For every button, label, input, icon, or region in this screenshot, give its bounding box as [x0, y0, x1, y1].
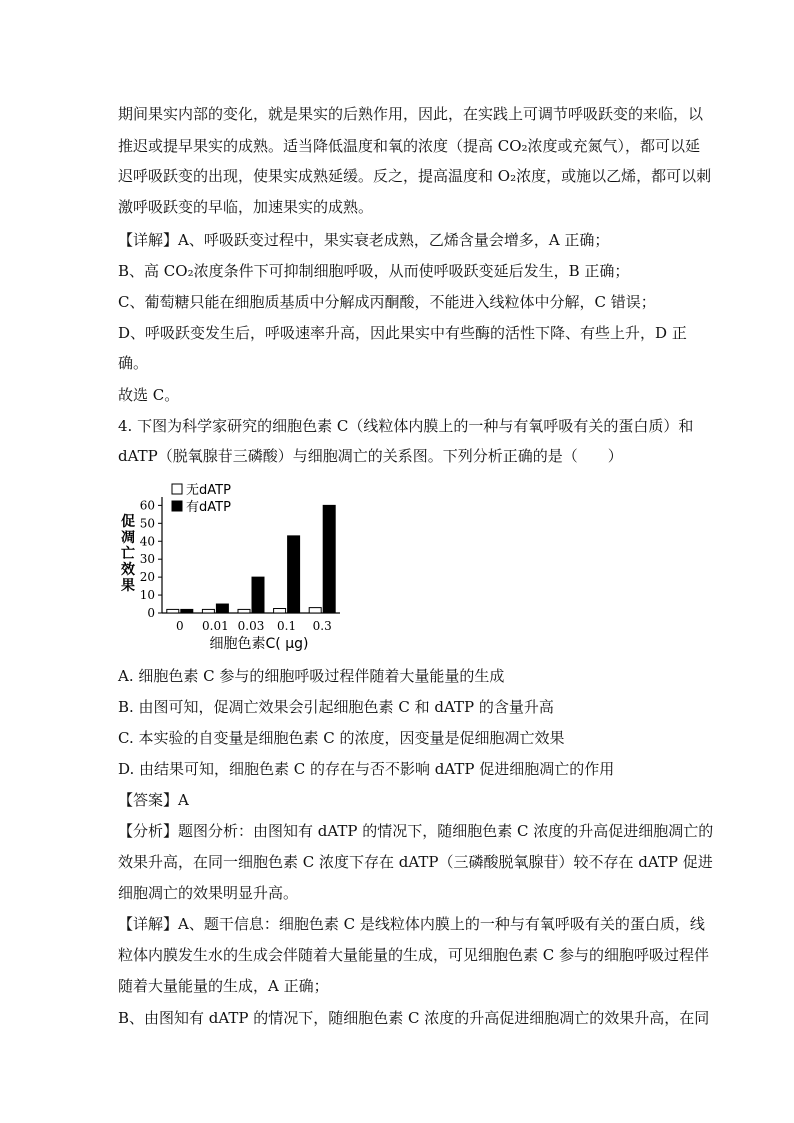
- text-line: 迟呼吸跃变的出现，使果实成熟延缓。反之，提高温度和 O₂浓度，或施以乙烯，都可以刺: [118, 167, 712, 185]
- text-line: 故选 C。: [118, 386, 180, 404]
- chart-svg: [120, 480, 360, 655]
- y-tick-label: 50: [139, 516, 155, 531]
- question-title: dATP（脱氧腺苷三磷酸）与细胞凋亡的关系图。下列分析正确的是（ ）: [118, 447, 623, 465]
- answer-label: 【答案】A: [118, 791, 189, 809]
- bar-no-datp: [309, 608, 321, 613]
- x-tick-label: 0: [175, 619, 184, 633]
- y-tick-label: 0: [147, 606, 155, 620]
- detail-line: B、由图知有 dATP 的情况下，随细胞色素 C 浓度的升高促进细胞凋亡的效果升高，在同: [118, 1009, 710, 1027]
- bar-no-datp: [238, 609, 250, 613]
- detail-line: 随着大量能量的生成，A 正确；: [118, 977, 329, 995]
- question-title: 4. 下图为科学家研究的细胞色素 C（线粒体内膜上的一种与有氧呼吸有关的蛋白质）和: [118, 417, 694, 435]
- y-axis-label: 促: [121, 514, 135, 530]
- analysis-line: 细胞凋亡的效果明显升高。: [118, 884, 299, 902]
- x-tick-label: 0.01: [202, 619, 229, 633]
- detail-line: 粒体内膜发生水的生成会伴随着大量能量的生成，可见细胞色素 C 参与的细胞呼吸过程伴: [118, 946, 710, 964]
- x-tick-label: 0.3: [312, 619, 332, 633]
- text-line: 确。: [118, 354, 149, 372]
- analysis-line: 效果升高，在同一细胞色素 C 浓度下存在 dATP（三磷酸脱氧腺苷）较不存在 dATP 促进: [118, 853, 713, 871]
- legend-swatch-no-datp: [172, 484, 182, 494]
- text-line: 【详解】A、呼吸跃变过程中，果实衰老成熟，乙烯含量会增多，A 正确；: [118, 231, 610, 249]
- bar-no-datp: [202, 609, 214, 613]
- apoptosis-bar-chart: [120, 480, 360, 655]
- detail-line: 【详解】A、题干信息：细胞色素 C 是线粒体内膜上的一种与有氧呼吸有关的蛋白质，线: [118, 915, 705, 933]
- text-line: C、葡萄糖只能在细胞质基质中分解成丙酮酸，不能进入线粒体中分解，C 错误；: [118, 293, 656, 311]
- bar-with-datp: [252, 577, 264, 613]
- y-tick-label: 30: [139, 552, 155, 567]
- legend-label: 有dATP: [186, 500, 231, 515]
- y-axis-label: 亡: [121, 546, 135, 562]
- y-tick-label: 20: [139, 570, 155, 585]
- text-line: 激呼吸跃变的早临，加速果实的成熟。: [118, 198, 374, 216]
- x-axis-label: 细胞色素C( μg): [209, 636, 309, 652]
- legend-swatch-with-datp: [172, 501, 182, 511]
- text-line: 推迟或提早果实的成熟。适当降低温度和氧的浓度（提高 CO₂浓度或充氮气），都可以延: [118, 137, 701, 155]
- y-axis-label: 果: [121, 578, 135, 594]
- y-axis-label: 凋: [121, 530, 135, 546]
- text-line: D、呼吸跃变发生后，呼吸速率升高，因此果实中有些酶的活性下降、有些上升，D 正: [118, 324, 687, 342]
- x-tick-label: 0.1: [277, 619, 297, 633]
- bar-no-datp: [274, 609, 286, 613]
- option-d: D. 由结果可知，细胞色素 C 的存在与否不影响 dATP 促进细胞凋亡的作用: [118, 760, 615, 778]
- analysis-line: 【分析】题图分析：由图知有 dATP 的情况下，随细胞色素 C 浓度的升高促进细胞凋亡的: [118, 822, 714, 840]
- text-line: B、高 CO₂浓度条件下可抑制细胞呼吸，从而使呼吸跃变延后发生，B 正确；: [118, 262, 630, 280]
- bar-no-datp: [167, 609, 179, 613]
- bar-with-datp: [288, 536, 300, 613]
- y-tick-label: 40: [139, 534, 155, 549]
- bar-with-datp: [181, 609, 193, 613]
- option-c: C. 本实验的自变量是细胞色素 C 的浓度，因变量是促细胞凋亡效果: [118, 729, 565, 747]
- bar-with-datp: [323, 505, 335, 613]
- option-a: A. 细胞色素 C 参与的细胞呼吸过程伴随着大量能量的生成: [118, 667, 505, 685]
- y-tick-label: 10: [139, 588, 155, 603]
- y-tick-label: 60: [139, 498, 155, 513]
- x-tick-label: 0.03: [237, 619, 265, 633]
- text-line: 期间果实内部的变化，就是果实的后熟作用，因此，在实践上可调节呼吸跃变的来临，以: [118, 105, 704, 123]
- bar-with-datp: [216, 604, 228, 613]
- legend-label: 无dATP: [186, 483, 231, 498]
- option-b: B. 由图可知，促凋亡效果会引起细胞色素 C 和 dATP 的含量升高: [118, 698, 554, 716]
- y-axis-label: 效: [121, 562, 135, 578]
